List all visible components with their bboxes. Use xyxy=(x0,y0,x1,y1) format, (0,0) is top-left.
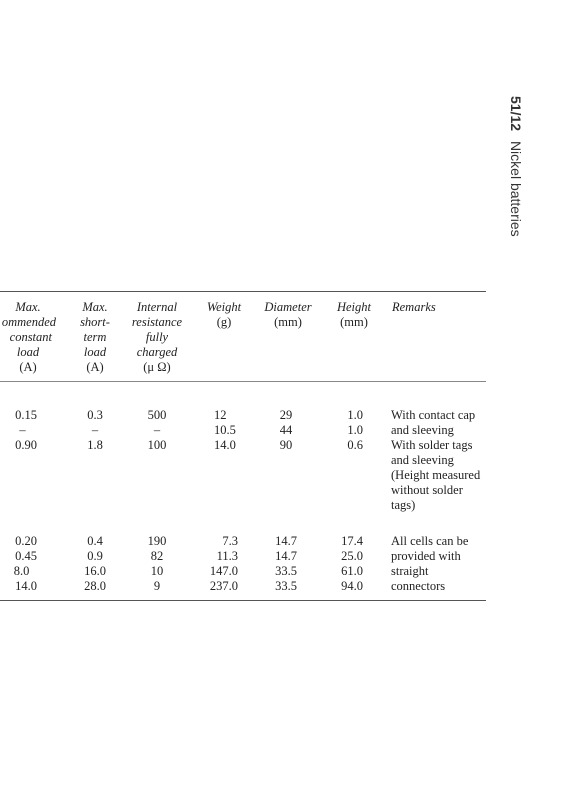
header-unit: (mm) xyxy=(274,315,302,329)
table-cell: 0.90 xyxy=(15,438,37,452)
group2-internal-column xyxy=(142,534,172,594)
header-line: charged xyxy=(136,345,178,359)
table-cell: 237.0 xyxy=(209,579,238,593)
header-height xyxy=(330,300,378,330)
table-cell: 0.20 xyxy=(15,534,37,548)
table-cell: 100 xyxy=(147,438,167,452)
page-number: 51/12 xyxy=(508,96,524,132)
header-line: Internal xyxy=(136,300,178,314)
table-cell: 7.3 xyxy=(222,534,238,548)
table-cell: 9 xyxy=(153,579,161,593)
table-cell: All cells can be xyxy=(391,534,469,548)
table-cell: – xyxy=(19,423,26,437)
table-cell: 147.0 xyxy=(209,564,238,578)
table-cell: 28.0 xyxy=(84,579,106,593)
table-cell: 190 xyxy=(147,534,167,548)
table-cell: and sleeving xyxy=(391,423,454,437)
table-cell: 14.7 xyxy=(275,534,297,548)
table-cell: and sleeving xyxy=(391,453,454,467)
header-line: Max. xyxy=(82,300,108,314)
header-max-constant-load xyxy=(0,300,60,375)
table-cell: 12 xyxy=(214,408,227,422)
header-unit: (A) xyxy=(86,360,104,374)
header-line: load xyxy=(83,345,107,359)
table-cell: 0.4 xyxy=(87,534,103,548)
table-cell: 17.4 xyxy=(341,534,363,548)
header-line: Max. xyxy=(15,300,41,314)
group1-max-short-column xyxy=(80,408,110,453)
table-cell: 0.15 xyxy=(15,408,37,422)
table-cell: 14.0 xyxy=(15,579,37,593)
table-cell: 10 xyxy=(150,564,164,578)
table-cell: straight xyxy=(391,564,429,578)
header-unit: (g) xyxy=(216,315,232,329)
table-cell: 1.0 xyxy=(347,423,363,437)
header-max-short-term-load xyxy=(68,300,122,375)
table-cell: 14.0 xyxy=(214,438,236,452)
table-cell: 11.3 xyxy=(216,549,238,563)
group2-max-constant-column xyxy=(0,534,37,594)
table-cell: without solder xyxy=(391,483,463,497)
group1-diameter-column xyxy=(270,408,302,453)
group1-height-column xyxy=(336,408,363,453)
table-cell: 33.5 xyxy=(275,564,297,578)
header-line: Remarks xyxy=(392,300,436,314)
running-header-title: Nickel batteries xyxy=(508,140,524,237)
header-unit: (A) xyxy=(19,360,37,374)
header-line: Weight xyxy=(206,300,242,314)
table-bottom-rule xyxy=(0,600,486,601)
table-cell: With solder tags xyxy=(391,438,473,452)
group1-internal-column xyxy=(140,408,174,453)
group1-max-constant-column xyxy=(0,408,37,453)
table-cell: 0.3 xyxy=(87,408,103,422)
table-cell: 0.6 xyxy=(347,438,363,452)
table-cell: 94.0 xyxy=(341,579,363,593)
table-cell: 8.0 xyxy=(13,564,30,578)
table-cell: connectors xyxy=(391,579,446,593)
group2-max-short-column xyxy=(80,534,110,594)
table-cell: tags) xyxy=(391,498,416,512)
table-cell: 14.7 xyxy=(275,549,297,563)
table-cell: 61.0 xyxy=(341,564,363,578)
header-line: term xyxy=(83,330,107,344)
table-cell: 1.0 xyxy=(347,408,363,422)
table-cell: 16.0 xyxy=(84,564,106,578)
header-diameter xyxy=(260,300,316,330)
table-cell: provided with xyxy=(391,549,461,563)
table-top-rule xyxy=(0,291,486,292)
table-cell: – xyxy=(91,423,99,437)
table-cell: 82 xyxy=(150,549,164,563)
group2-remarks-column xyxy=(391,534,491,594)
table-header-rule xyxy=(0,381,486,382)
group1-weight-column xyxy=(214,408,254,453)
header-line: Height xyxy=(336,300,372,314)
table-cell: 33.5 xyxy=(275,579,297,593)
group2-diameter-column xyxy=(268,534,304,594)
header-unit: (mm) xyxy=(340,315,368,329)
header-line: load xyxy=(16,345,40,359)
header-line: Diameter xyxy=(264,300,312,314)
table-cell: 44 xyxy=(279,423,293,437)
header-remarks xyxy=(392,300,472,315)
table-cell: 29 xyxy=(279,408,293,422)
table-cell: 10.5 xyxy=(214,423,236,437)
table-cell: 1.8 xyxy=(87,438,103,452)
header-unit: (μ Ω) xyxy=(143,360,171,374)
group1-remarks-column xyxy=(391,408,491,513)
header-line: fully xyxy=(145,330,169,344)
table-cell: With contact cap xyxy=(391,408,476,422)
running-header xyxy=(500,96,524,236)
table-cell: 500 xyxy=(147,408,167,422)
table-cell: (Height measured xyxy=(391,468,481,482)
header-line: resistance xyxy=(131,315,183,329)
group2-weight-column xyxy=(204,534,238,594)
header-line: constant xyxy=(9,330,52,344)
table-cell: 25.0 xyxy=(341,549,363,563)
table-cell: 0.45 xyxy=(15,549,37,563)
header-weight xyxy=(200,300,248,330)
header-internal-resistance xyxy=(124,300,190,375)
table-cell: 90 xyxy=(279,438,293,452)
table-cell: – xyxy=(153,423,161,437)
table-cell: 0.9 xyxy=(87,549,103,563)
header-line: ommended xyxy=(1,315,56,329)
group2-height-column xyxy=(330,534,363,594)
header-line: short- xyxy=(80,315,110,329)
